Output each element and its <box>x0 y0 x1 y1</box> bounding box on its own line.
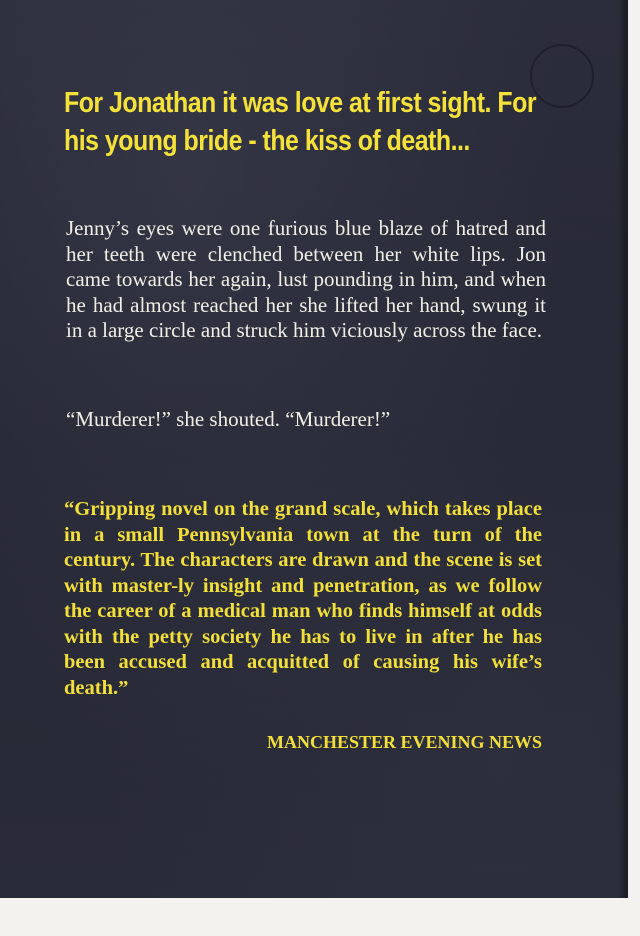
story-excerpt: Jenny’s eyes were one furious blue blaze of hatred and her teeth were clenched between her white lips. Jon came towards her again, lust pounding in him, and when he had almost reached her she lifted her hand, swung it in a large circle and struck him viciously across the face. <box>66 216 546 343</box>
dialogue-line: “Murderer!” she shouted. “Murderer!” <box>66 407 391 431</box>
review-source: MANCHESTER EVENING NEWS <box>266 732 542 752</box>
cover-edge-shadow <box>618 0 626 898</box>
review-quote: “Gripping novel on the grand scale, which takes place in a small Pennsylvania town at the turn of the century. The characters are drawn and the scene is set with master-ly insight and penetration, as we follow the career of a medical man who finds himself at odds with the petty society he has to live in after he has been accused and acquitted of causing his wife’s death.” <box>64 498 542 699</box>
cover-headline: For Jonathan it was love at first sight. For his young bride - the kiss of death... <box>64 87 537 157</box>
